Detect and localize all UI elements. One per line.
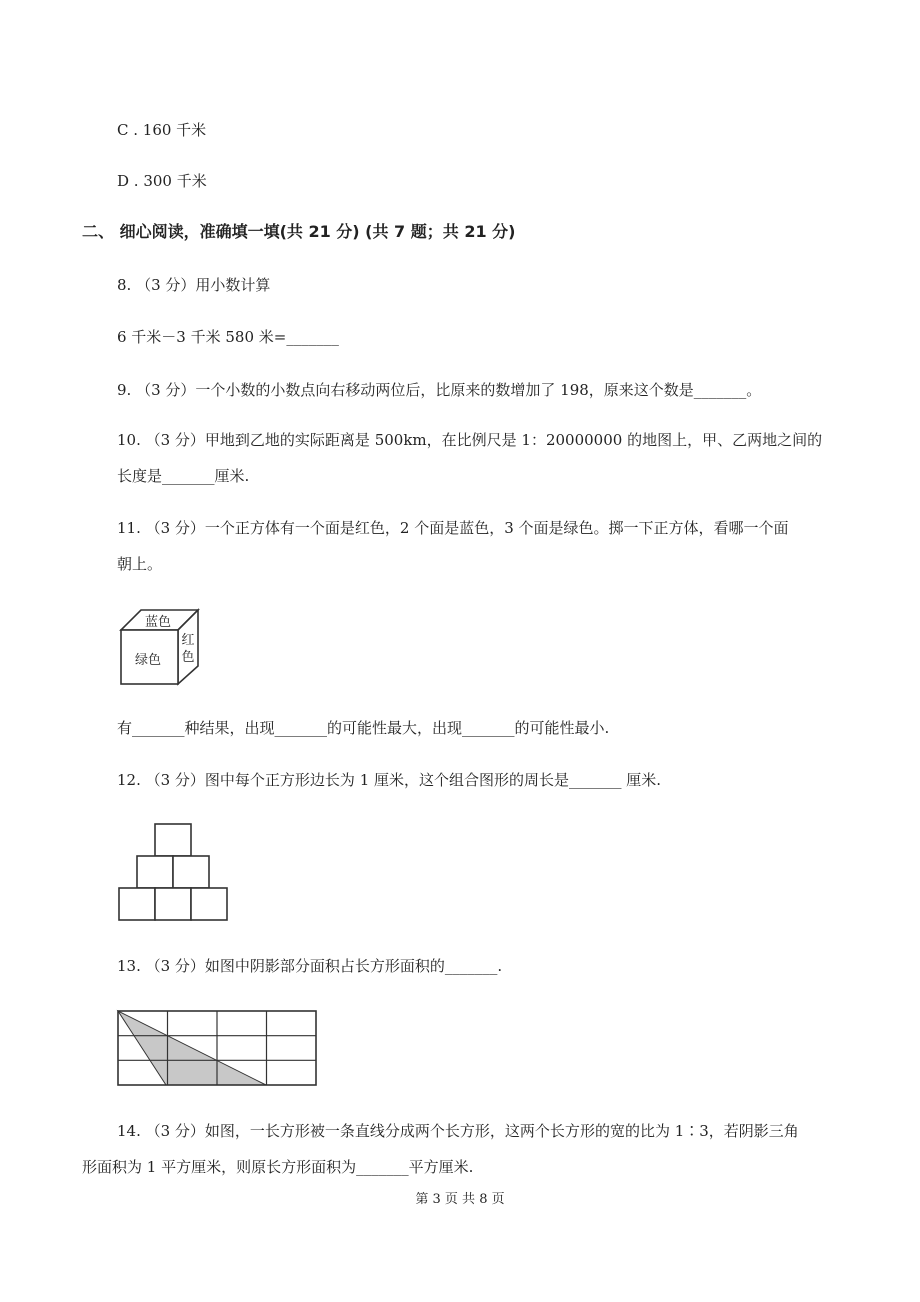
cube-side-label-2: 色 bbox=[181, 650, 195, 665]
question-10-stem: 10. （3 分）甲地到乙地的实际距离是 500km，在比例尺是 1：20000000 的地图上，甲、乙两地之间的 bbox=[117, 431, 823, 449]
square-pyramid-figure bbox=[117, 822, 233, 922]
question-13-stem: 13. （3 分）如图中阴影部分面积占长方形面积的_______. bbox=[117, 957, 503, 975]
question-11-stem-cont: 朝上。 bbox=[117, 555, 163, 573]
square-bottom-middle bbox=[155, 888, 191, 920]
question-14-stem: 14. （3 分）如图，一长方形被一条直线分成两个长方形，这两个长方形的宽的比为 1∶3，若阴影三角 bbox=[117, 1122, 799, 1140]
square-middle-left bbox=[137, 856, 173, 888]
question-9-stem: 9. （3 分）一个小数的小数点向右移动两位后，比原来的数增加了 198，原来这个数是_______。 bbox=[117, 381, 762, 399]
option-c: C . 160 千米 bbox=[117, 121, 207, 139]
square-bottom-right bbox=[191, 888, 227, 920]
cube-side-label-1: 红 bbox=[181, 633, 195, 648]
square-bottom-left bbox=[119, 888, 155, 920]
question-11-blanks: 有_______种结果，出现_______的可能性最大，出现_______的可能性最小. bbox=[117, 719, 610, 737]
page-footer: 第 3 页 共 8 页 bbox=[415, 1192, 505, 1207]
option-d: D . 300 千米 bbox=[117, 172, 207, 190]
question-11-stem: 11. （3 分）一个正方体有一个面是红色，2 个面是蓝色，3 个面是绿色。掷一下正方体，看哪一个面 bbox=[117, 519, 789, 537]
question-8-expression: 6 千米－3 千米 580 米=_______ bbox=[117, 328, 339, 346]
cube-front-label: 绿色 bbox=[134, 653, 162, 668]
question-14-stem-cont: 形面积为 1 平方厘米，则原长方形面积为_______平方厘米. bbox=[82, 1158, 474, 1176]
square-top bbox=[155, 824, 191, 856]
shaded-rectangle-figure bbox=[116, 1009, 320, 1087]
colored-cube-figure bbox=[118, 604, 204, 686]
question-12-stem: 12. （3 分）图中每个正方形边长为 1 厘米，这个组合图形的周长是_______ 厘米. bbox=[117, 771, 662, 789]
section-heading: 二、 细心阅读，准确填一填(共 21 分) (共 7 题；共 21 分) bbox=[82, 222, 516, 241]
question-10-stem-cont: 长度是_______厘米. bbox=[117, 467, 250, 485]
shaded-triangle bbox=[118, 1011, 266, 1085]
question-8-stem: 8. （3 分）用小数计算 bbox=[117, 276, 271, 294]
square-middle-right bbox=[173, 856, 209, 888]
cube-top-label: 蓝色 bbox=[144, 615, 172, 630]
